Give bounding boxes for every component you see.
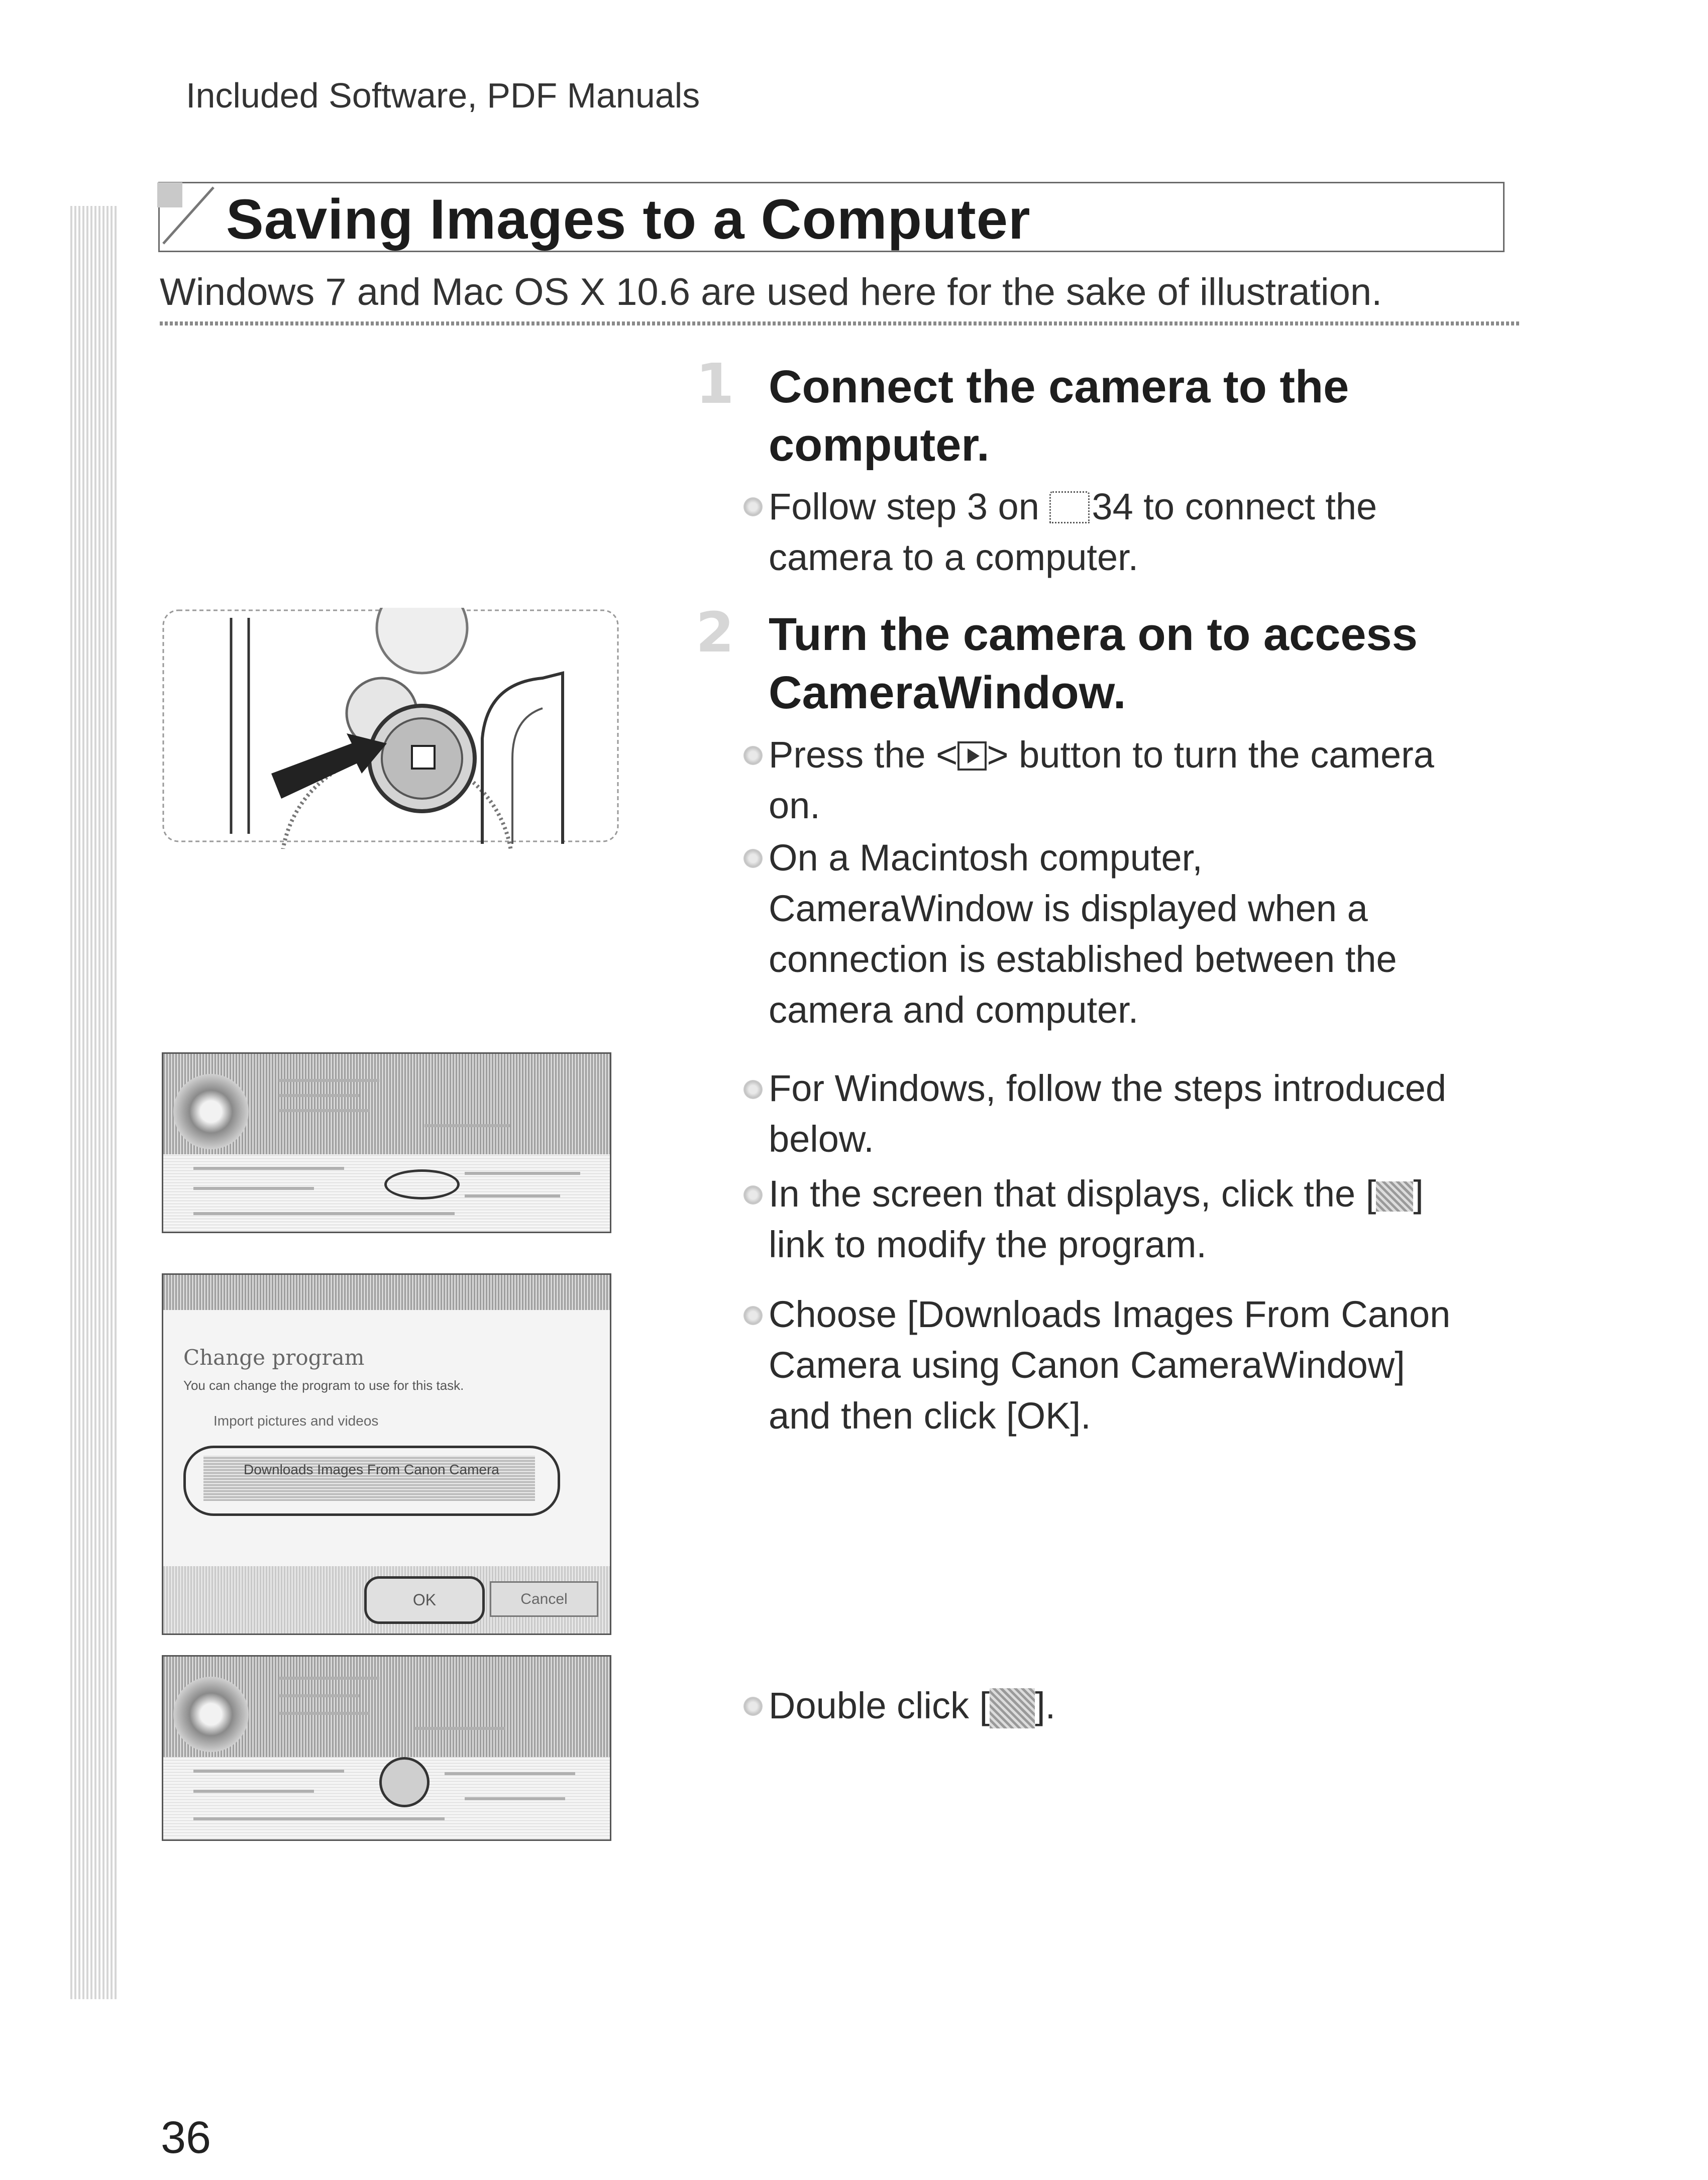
instruction-text: ] link to modify the program.	[769, 1173, 1424, 1265]
camerawindow-icon	[990, 1688, 1035, 1728]
bullet-icon	[743, 1306, 763, 1325]
step-instruction: Choose [Downloads Images From Canon Camera using Canon CameraWindow] and then click [OK].	[769, 1293, 1451, 1437]
book-icon	[1049, 491, 1090, 523]
page-reference: 34	[1092, 486, 1133, 527]
step-number: 1	[696, 352, 734, 416]
instruction-text: > button to turn the camera on.	[769, 734, 1434, 826]
bullet-icon	[743, 746, 763, 765]
dialog-option-label: Downloads Images From Canon Camera	[244, 1462, 499, 1477]
instruction-text: ].	[1035, 1685, 1056, 1726]
instruction-text: Press the <	[769, 734, 958, 776]
camerawindow-icon[interactable]	[379, 1757, 430, 1807]
page-title: Saving Images to a Computer	[226, 188, 1031, 251]
step-instruction	[769, 1680, 1502, 1731]
instruction-text: Double click [	[769, 1685, 990, 1726]
title-corner-icon	[153, 178, 219, 249]
subtitle-divider	[160, 321, 1521, 325]
play-button-icon	[957, 741, 987, 771]
instruction-text: to connect the camera to a computer.	[769, 486, 1377, 578]
step-instruction: For Windows, follow the steps introduced below.	[769, 1067, 1447, 1160]
autoplay-screenshot	[162, 1655, 611, 1841]
step-title-line: Connect the camera to the	[769, 361, 1349, 412]
section-header: Included Software, PDF Manuals	[186, 76, 700, 115]
bullet-icon	[743, 1185, 763, 1205]
bullet-icon	[743, 1697, 763, 1716]
step-title-line: CameraWindow.	[769, 667, 1126, 718]
dialog-option-selected[interactable]	[203, 1456, 535, 1501]
step-title-line: Turn the camera on to access	[769, 609, 1418, 660]
step-title-line: computer.	[769, 419, 990, 471]
bullet-icon	[743, 497, 763, 516]
step-title	[769, 358, 1349, 474]
camera-illustration	[161, 608, 623, 849]
bullet-icon	[743, 1080, 763, 1099]
step-instruction	[769, 481, 1497, 583]
cancel-button[interactable]: Cancel	[490, 1581, 598, 1617]
page-subtitle: Windows 7 and Mac OS X 10.6 are used here for the sake of illustration.	[160, 271, 1382, 313]
side-tab-bar	[70, 206, 117, 1999]
dialog-hint: You can change the program to use for this task.	[183, 1378, 464, 1393]
highlight-ring	[384, 1169, 460, 1200]
bullet-icon	[743, 849, 763, 868]
change-program-dialog	[162, 1273, 611, 1635]
ok-button[interactable]: OK	[364, 1576, 485, 1624]
instruction-text: In the screen that displays, click the [	[769, 1173, 1376, 1215]
page-number: 36	[161, 2113, 211, 2163]
instruction-text: Follow step 3 on	[769, 486, 1050, 527]
step-number: 2	[696, 600, 734, 665]
dialog-option[interactable]: Import pictures and videos	[214, 1413, 379, 1429]
dialog-heading: Change program	[183, 1345, 365, 1370]
step-instruction	[769, 729, 1502, 831]
step-instruction: On a Macintosh computer, CameraWindow is displayed when a connection is established between the camera and computer.	[769, 837, 1397, 1031]
change-program-link-icon	[1376, 1181, 1413, 1212]
step-instruction	[769, 1168, 1502, 1270]
step-title	[769, 605, 1418, 722]
autoplay-screenshot	[162, 1052, 611, 1233]
